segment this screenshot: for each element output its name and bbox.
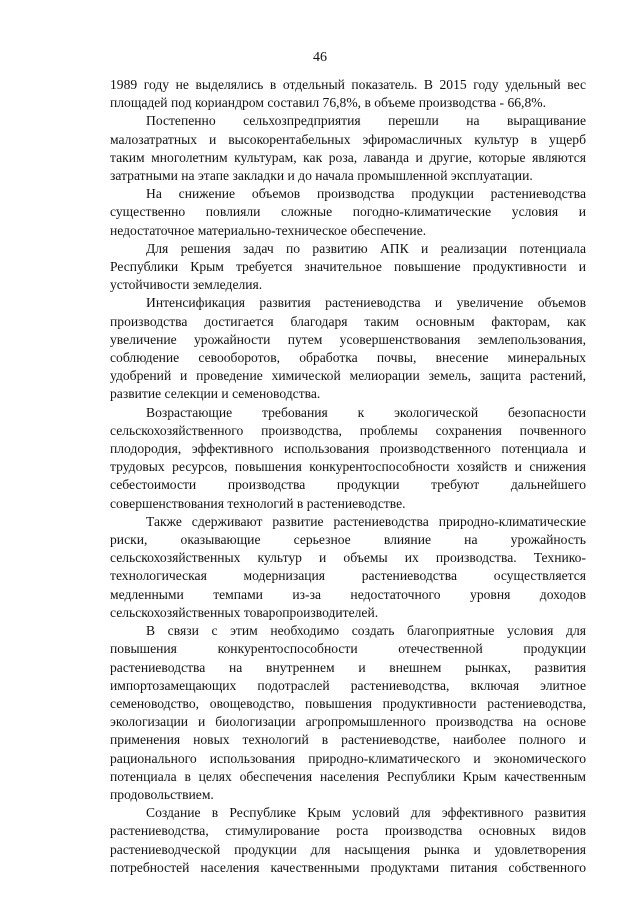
page-number: 46 (313, 50, 327, 65)
text-line: растениеводческой продукции для насыщения рынка и удовлетворения (110, 841, 586, 857)
text-line: Республики Крым требуется значительное повышение продуктивности и (110, 259, 586, 275)
text-line: риски, оказывающие серьезное влияние на урожайность (110, 532, 586, 548)
text-line: Также сдерживают развитие растениеводства природно-климатические (146, 513, 586, 529)
text-line: семеноводство, овощеводство, повышения продуктивности растениеводства, (110, 695, 586, 711)
text-line: Для решения задач по развитию АПК и реализации потенциала (146, 240, 586, 256)
text-line: продовольствием. (110, 786, 214, 802)
text-line: плодородия, эффективного использования производственного потенциала и (110, 441, 586, 457)
text-line: Возрастающие требования к экологической безопасности (146, 404, 586, 420)
text-line: себестоимости производства продукции требуют дальнейшего (110, 477, 586, 493)
text-line: Интенсификация развития растениеводства и увеличение объемов (146, 295, 586, 311)
text-line: 1989 году не выделялись в отдельный показатель. В 2015 году удельный вес (110, 77, 586, 92)
text-line: развитие селекции и семеноводства. (110, 386, 321, 402)
text-line: На снижение объемов производства продукции растениеводства (146, 186, 586, 202)
text-line: удобрений и проведение химической мелиорации земель, защита растений, (110, 368, 586, 384)
text-line: рационального использования природно-климатического и экономического (110, 750, 586, 766)
text-line: В связи с этим необходимо создать благоприятные условия для (146, 623, 586, 639)
text-line: экологизации и биологизации агропромышленного производства на основе (110, 714, 586, 730)
text-line: совершенствования технологий в растениеводстве. (110, 495, 406, 511)
text-line: технологическая модернизация растениеводства осуществляется (110, 568, 586, 584)
text-line: Постепенно сельхозпредприятия перешли на выращивание (146, 113, 586, 129)
text-line: применения новых технологий в растениеводстве, наиболее полного и (110, 732, 586, 748)
text-line: медленными темпами из-за недостаточного уровня доходов (110, 586, 586, 602)
text-line: потенциала в целях обеспечения населения Республики Крым качественным (110, 768, 586, 784)
text-line: малозатратных и высокорентабельных эфиромасличных культур в ущерб (110, 131, 586, 147)
text-line: потребностей населения качественными продуктами питания собственного (110, 859, 586, 875)
text-line: Создание в Республике Крым условий для эффективного развития (146, 805, 586, 821)
text-line: сельскохозяйственных товаропроизводителей. (110, 604, 379, 620)
text-line: повышения конкурентоспособности отечественной продукции (110, 641, 586, 657)
text-line: устойчивости земледелия. (110, 277, 263, 293)
text-line: затратными на этапе закладки и до начала промышленной эксплуатации. (110, 168, 533, 184)
text-line: площадей под кориандром составил 76,8%, в объеме производства - 66,8%. (110, 95, 546, 111)
text-line: растениеводства на внутреннем и внешнем рынках, развития (110, 659, 586, 675)
text-line: производства достигается благодаря таким основным факторам, как (110, 313, 586, 329)
text-line: недостаточное материально-техническое обеспечение. (110, 222, 427, 238)
text-line: существенно повлияли сложные погодно-климатические условия и (110, 204, 586, 220)
text-line: соблюдение севооборотов, обработка почвы, внесение минеральных (110, 350, 586, 366)
text-line: сельскохозяйственных культур и объемы их производства. Технико- (110, 550, 586, 566)
text-line: импортозамещающих подотраслей растениеводства, включая элитное (110, 677, 586, 693)
text-line: трудовых ресурсов, повышения конкурентоспособности хозяйств и снижения (110, 459, 586, 475)
text-line: увеличение урожайности путем усовершенствования землепользования, (110, 331, 586, 347)
body-text (110, 76, 586, 877)
text-line: таким многолетним культурам, как роза, лаванда и другие, которые являются (110, 149, 586, 165)
text-line: растениеводства, стимулирование роста производства основных видов (110, 823, 586, 839)
text-line: сельскохозяйственного производства, проблемы сохранения почвенного (110, 422, 586, 438)
